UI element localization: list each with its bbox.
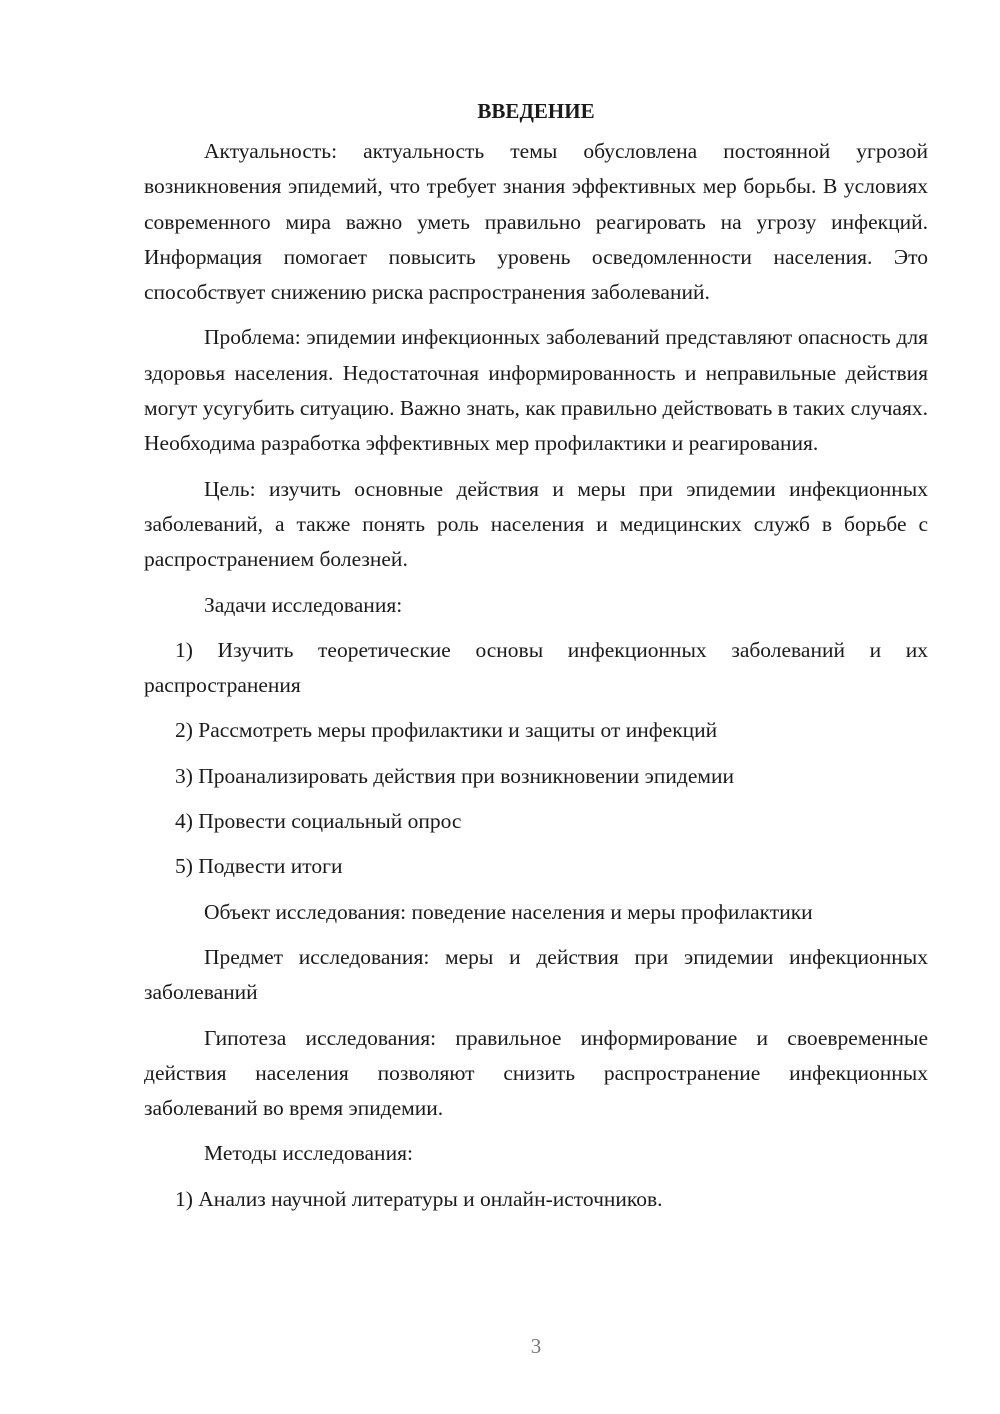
paragraph-methods-title: Методы исследования:: [204, 1141, 413, 1166]
paragraph-object: Объект исследования: поведение населения и меры профилактики: [204, 899, 813, 924]
task-item-4: 4) Провести социальный опрос: [175, 809, 462, 834]
section-heading: ВВЕДЕНИЕ: [477, 99, 595, 123]
paragraph-subject: Предмет исследования: меры и действия при эпидемии инфекционных заболеваний: [144, 944, 928, 1005]
task-item-1: 1) Изучить теоретические основы инфекционных заболеваний и их распространения: [144, 637, 928, 698]
page-content: [144, 96, 928, 1227]
task-item-5: 5) Подвести итоги: [175, 854, 343, 879]
method-item-1: 1) Анализ научной литературы и онлайн-источников.: [175, 1186, 663, 1211]
task-item-2: 2) Рассмотреть меры профилактики и защиты от инфекций: [175, 718, 718, 743]
paragraph-relevance: Актуальность: актуальность темы обусловлена постоянной угрозой возникновения эпидемий, что требует знания эффективных мер борьбы. В условиях современного мира важно уметь правильно реагировать на угрозу инфекций. Информация помогает повысить уровень осведомленности населения. Это способствует снижению риска распространения заболеваний.: [144, 139, 928, 305]
paragraph-tasks-title: Задачи исследования:: [204, 592, 403, 617]
paragraph-goal: Цель: изучить основные действия и меры при эпидемии инфекционных заболеваний, а также понять роль населения и медицинских служб в борьбе с распространением болезней.: [144, 476, 928, 572]
paragraph-problem: Проблема: эпидемии инфекционных заболеваний представляют опасность для здоровья населения. Недостаточная информированность и неправильные действия могут усугубить ситуацию. Важно знать, как правильно действовать в таких случаях. Необходима разработка эффективных мер профилактики и реагирования.: [144, 325, 928, 456]
paragraph-hypothesis: Гипотеза исследования: правильное информирование и своевременные действия населения позволяют снизить распространение инфекционных заболеваний во время эпидемии.: [144, 1025, 928, 1121]
page-number: 3: [530, 1334, 542, 1358]
task-item-3: 3) Проанализировать действия при возникновении эпидемии: [175, 763, 734, 788]
